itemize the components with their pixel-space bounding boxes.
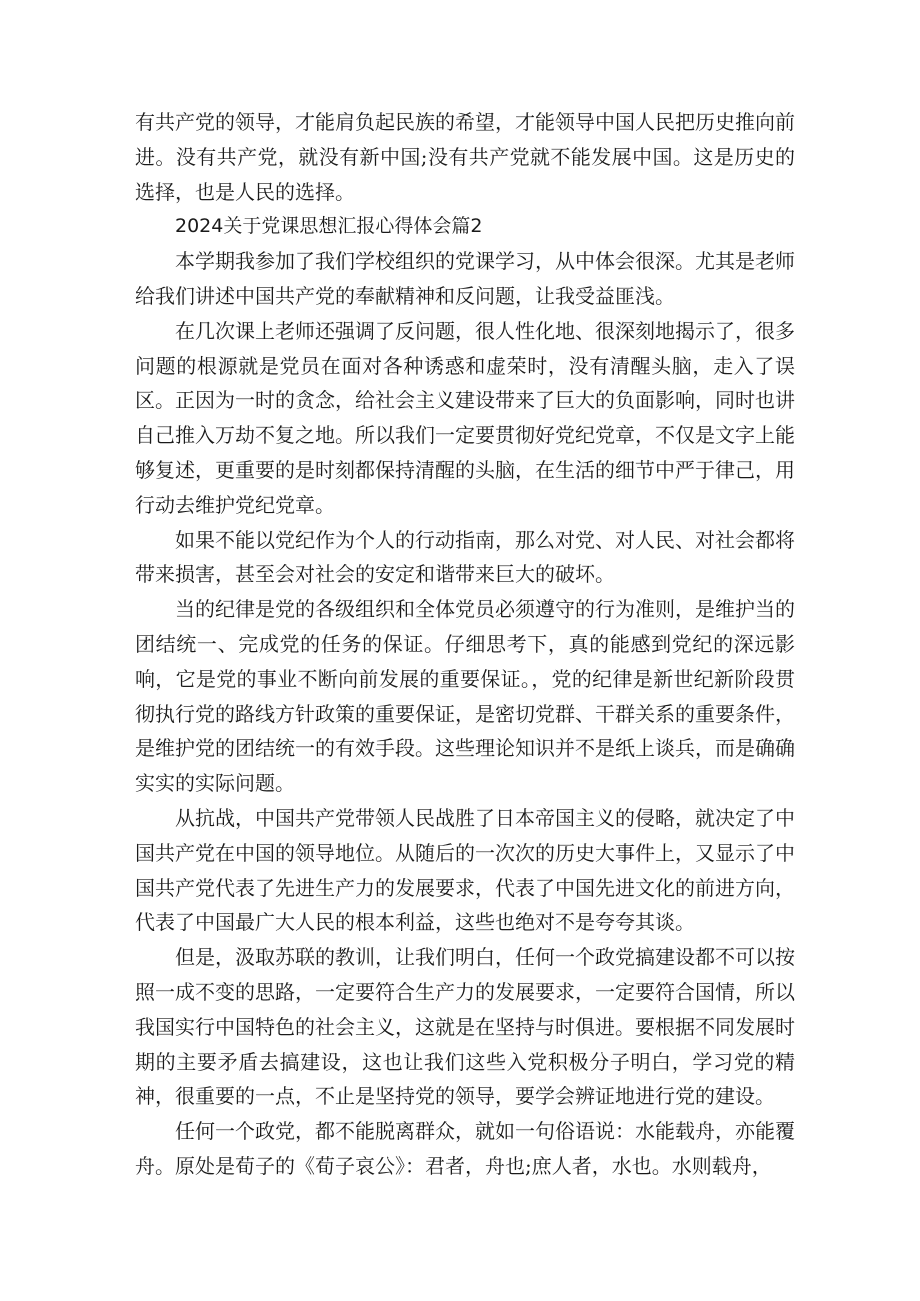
document-body [135, 105, 795, 1184]
paragraph: 任何一个政党，都不能脱离群众，就如一句俗语说：水能载舟，亦能覆舟。原处是荀子的《荀子哀公》：君者，舟也;庶人者，水也。水则载舟， [135, 1119, 795, 1178]
paragraph: 在几次课上老师还强调了反问题，很人性化地、很深刻地揭示了，很多问题的根源就是党员在面对各种诱惑和虚荣时，没有清醒头脑，走入了误区。正因为一时的贪念，给社会主义建设带来了巨大的负面影响，同时也讲自己推入万劫不复之地。所以我们一定要贯彻好党纪党章，不仅是文字上能够复述，更重要的是时刻都保持清醒的头脑，在生活的细节中严于律己，用行动去维护党纪党章。 [135, 318, 795, 517]
paragraph: 但是，汲取苏联的教训，让我们明白，任何一个政党搞建设都不可以按照一成不变的思路，一定要符合生产力的发展要求，一定要符合国情，所以我国实行中国特色的社会主义，这就是在坚持与时俱进。要根据不同发展时期的主要矛盾去搞建设，这也让我们这些入党积极分子明白，学习党的精神，很重要的一点，不止是坚持党的领导，要学会辨证地进行党的建设。 [135, 945, 795, 1109]
paragraph: 当的纪律是党的各级组织和全体党员必须遵守的行为准则，是维护当的团结统一、完成党的任务的保证。仔细思考下，真的能感到党纪的深远影响，它是党的事业不断向前发展的重要保证。，党的纪律是新世纪新阶段贯彻执行党的路线方针政策的重要保证，是密切党群、干群关系的重要条件，是维护党的团结统一的有效手段。这些理论知识并不是纸上谈兵，而是确确实实的实际问题。 [135, 597, 795, 796]
section-heading: 2024关于党课思想汇报心得体会篇2 [175, 215, 483, 238]
paragraph: 如果不能以党纪作为个人的行动指南，那么对党、对人民、对社会都将带来损害，甚至会对社会的安定和谐带来巨大的破坏。 [135, 527, 795, 587]
paragraph-continuation: 有共产党的领导，才能肩负起民族的希望，才能领导中国人民把历史推向前进。没有共产党，就没有新中国;没有共产党就不能发展中国。这是历史的选择，也是人民的选择。 [135, 110, 795, 204]
paragraph: 本学期我参加了我们学校组织的党课学习，从中体会很深。尤其是老师给我们讲述中国共产党的奉献精神和反问题，让我受益匪浅。 [135, 249, 795, 308]
paragraph: 从抗战，中国共产党带领人民战胜了日本帝国主义的侵略，就决定了中国共产党在中国的领导地位。从随后的一次次的历史大事件上，又显示了中国共产党代表了先进生产力的发展要求，代表了中国先进文化的前进方向，代表了中国最广大人民的根本利益，这些也绝对不是夸夸其谈。 [135, 805, 795, 935]
